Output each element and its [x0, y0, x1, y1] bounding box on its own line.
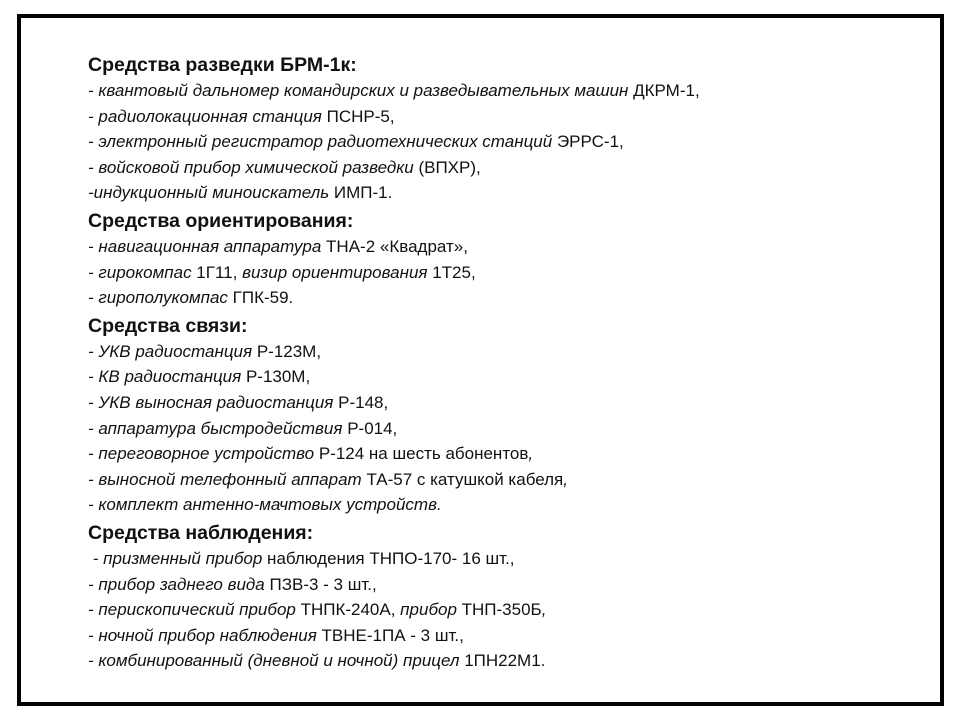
list-item: - выносной телефонный аппарат ТА-57 с катушкой кабеля,	[88, 469, 568, 489]
list-item: - КВ радиостанция Р-130М,	[88, 367, 311, 387]
list-item: - гирополукомпас ГПК-59.	[88, 288, 294, 308]
section-heading: Средства разведки БРМ-1к:	[88, 54, 357, 76]
list-item: - комплект антенно-мачтовых устройств.	[88, 495, 442, 515]
section-heading: Средства наблюдения:	[88, 521, 314, 544]
list-item: - призменный прибор наблюдения ТНПО-170- 16 шт.,	[88, 548, 515, 568]
list-item: - радиолокационная станция ПСНР-5,	[88, 106, 395, 126]
list-item: - комбинированный (дневной и ночной) прицел 1ПН22М1.	[88, 651, 546, 671]
section-orientation	[88, 208, 928, 311]
list-item: -индукционный миноискатель ИМП-1.	[88, 183, 393, 203]
list-item: - прибор заднего вида ПЗВ-3 - 3 шт.,	[88, 574, 377, 594]
list-item: - УКВ выносная радиостанция Р-148,	[88, 392, 389, 412]
list-item: - перископический прибор ТНПК-240А, прибор ТНП-350Б,	[88, 600, 547, 620]
list-item: - гирокомпас 1Г11, визир ориентирования 1Т25,	[88, 262, 476, 282]
list-item: - переговорное устройство Р-124 на шесть абонентов,	[88, 444, 534, 464]
section-communication	[88, 313, 928, 518]
section-observation	[88, 520, 928, 674]
section-heading: Средства связи:	[88, 314, 248, 337]
slide-content	[88, 52, 928, 674]
list-item: - аппаратура быстродействия Р-014,	[88, 418, 398, 438]
list-item: - войсковой прибор химической разведки (ВПХР),	[88, 157, 481, 177]
list-item: - квантовый дальномер командирских и разведывательных машин ДКРМ-1,	[88, 81, 700, 100]
list-item: - УКВ радиостанция Р-123М,	[88, 341, 322, 361]
list-item: - ночной прибор наблюдения ТВНЕ-1ПА - 3 шт.,	[88, 625, 464, 645]
section-reconnaissance	[88, 52, 928, 206]
list-item: - электронный регистратор радиотехнических станций ЭРРС-1,	[88, 132, 624, 152]
section-heading: Средства ориентирования:	[88, 209, 354, 232]
list-item: - навигационная аппаратура ТНА-2 «Квадрат»,	[88, 236, 468, 256]
